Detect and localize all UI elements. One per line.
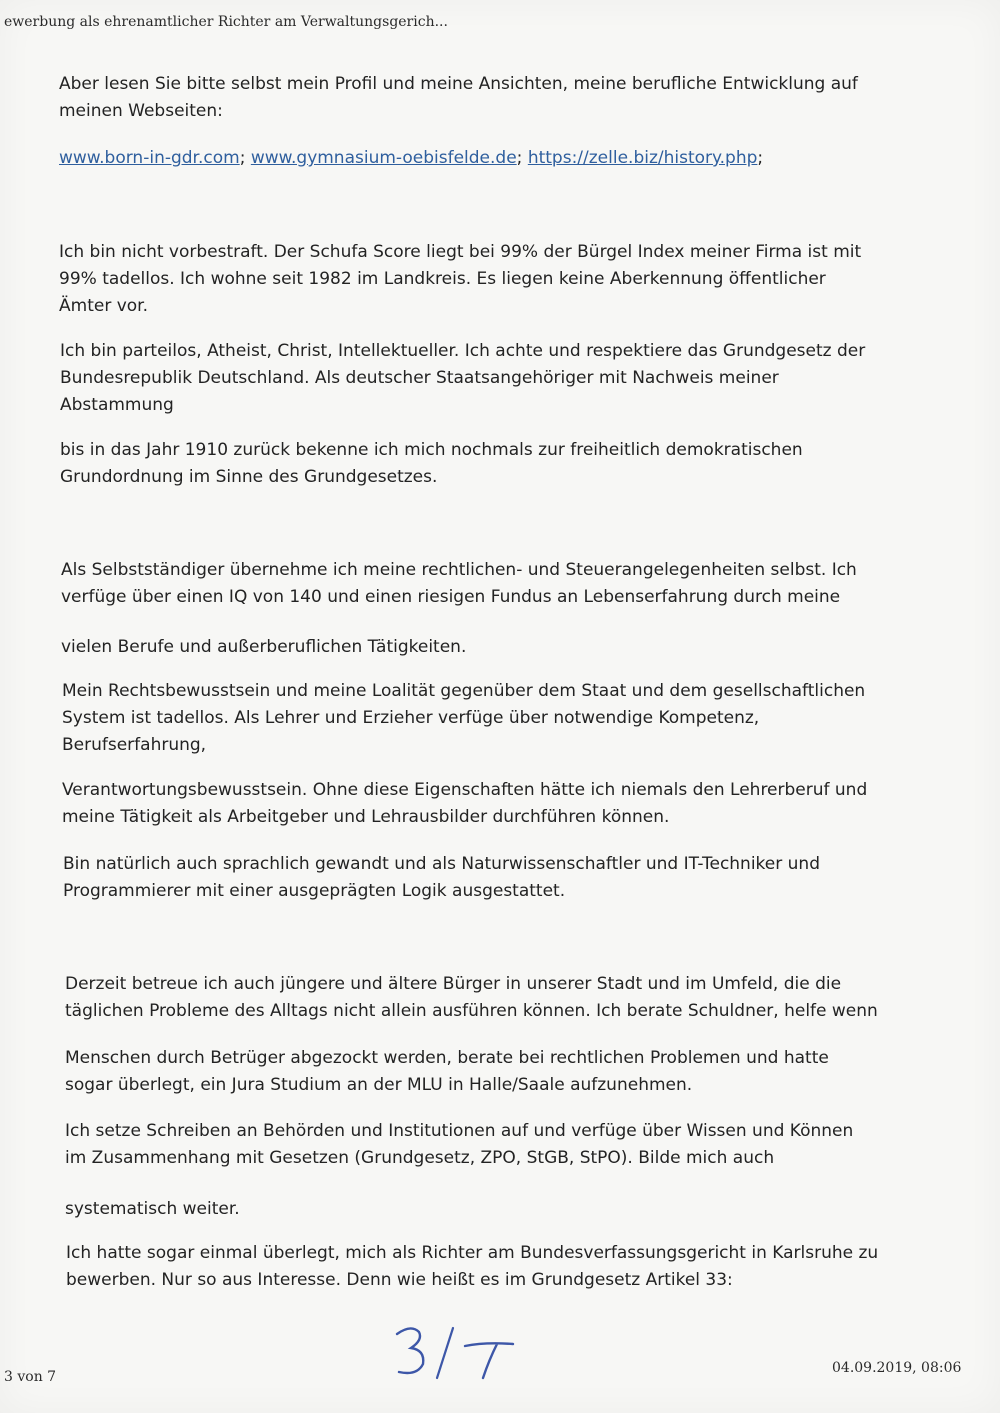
text-line: Bundesrepublik Deutschland. Als deutscher Staatsangehöriger mit Nachweis meiner — [60, 368, 779, 388]
text-line: Berufserfahrung, — [62, 735, 207, 755]
text-line: Ich bin nicht vorbestraft. Der Schufa Score liegt bei 99% der Bürgel Index meiner Firma ist mit — [59, 242, 862, 262]
text-line: Als Selbstständiger übernehme ich meine rechtlichen- und Steuerangelegenheiten selbst. Ich — [61, 560, 857, 580]
link-separator: ; — [239, 148, 246, 168]
text-line: Ich bin parteilos, Atheist, Christ, Intellektueller. Ich achte und respektiere das Grundgesetz der — [60, 341, 866, 361]
text-line: Mein Rechtsbewusstsein und meine Loalität gegenüber dem Staat und dem gesellschaftlichen — [62, 681, 866, 701]
handwritten-page-note-icon — [393, 1322, 523, 1382]
text-line: Aber lesen Sie bitte selbst mein Profil und meine Ansichten, meine berufliche Entwicklung auf — [59, 74, 858, 94]
page-number: 3 von 7 — [4, 1369, 57, 1385]
text-line: systematisch weiter. — [65, 1199, 240, 1219]
paragraph-profile — [59, 71, 858, 125]
text-line: Menschen durch Betrüger abgezockt werden, berate bei rechtlichen Problemen und hatte — [65, 1048, 829, 1068]
text-line: Abstammung — [60, 395, 174, 415]
text-line: vielen Berufe und außerberuflichen Tätigkeiten. — [61, 637, 467, 657]
paragraph-self-employed — [61, 557, 857, 611]
link-separator: ; — [516, 148, 523, 168]
text-line: meinen Webseiten: — [59, 101, 223, 121]
print-datetime: 04.09.2019, 08:06 — [832, 1360, 962, 1376]
print-header-title: ewerbung als ehrenamtlicher Richter am Verwaltungsgerich... — [4, 14, 448, 30]
text-line: Programmierer mit einer ausgeprägten Logik ausgestattet. — [63, 881, 566, 901]
paragraph-beliefs — [60, 338, 865, 419]
website-links — [59, 145, 763, 172]
paragraph-constitutional-court — [66, 1240, 878, 1294]
link-gymnasium-oebisfelde[interactable]: www.gymnasium-oebisfelde.de — [250, 148, 517, 168]
text-line: im Zusammenhang mit Gesetzen (Grundgesetz, ZPO, StGB, StPO). Bilde mich auch — [65, 1148, 775, 1168]
text-line: System ist tadellos. Als Lehrer und Erzieher verfüge über notwendige Kompetenz, — [62, 708, 760, 728]
text-line: bewerben. Nur so aus Interesse. Denn wie heißt es im Grundgesetz Artikel 33: — [66, 1270, 733, 1290]
paragraph-skills — [63, 851, 820, 905]
paragraph-legal-writing — [65, 1118, 853, 1172]
text-line: Ich hatte sogar einmal überlegt, mich als Richter am Bundesverfassungsgericht in Karlsruhe zu — [66, 1243, 879, 1263]
paragraph-fraud-help — [65, 1045, 829, 1099]
text-line: Verantwortungsbewusstsein. Ohne diese Eigenschaften hätte ich niemals den Lehrerberuf und — [62, 780, 868, 800]
paragraph-professions — [61, 634, 466, 661]
link-born-in-gdr[interactable]: www.born-in-gdr.com — [59, 148, 240, 168]
text-line: verfüge über einen IQ von 140 und einen riesigen Fundus an Lebenserfahrung durch meine — [61, 587, 841, 607]
paragraph-constitution — [60, 437, 803, 491]
text-line: Bin natürlich auch sprachlich gewandt und als Naturwissenschaftler und IT-Techniker und — [63, 854, 820, 874]
link-zelle-history[interactable]: https://zelle.biz/history.php — [527, 148, 758, 168]
text-line: sogar überlegt, ein Jura Studium an der MLU in Halle/Saale aufzunehmen. — [65, 1075, 693, 1095]
paragraph-legal-awareness — [62, 678, 865, 759]
text-line: bis in das Jahr 1910 zurück bekenne ich mich nochmals zur freiheitlich demokratischen — [60, 440, 803, 460]
link-separator: ; — [757, 148, 764, 168]
text-line: Ämter vor. — [59, 296, 149, 316]
text-line: 99% tadellos. Ich wohne seit 1982 im Landkreis. Es liegen keine Aberkennung öffentlicher — [59, 269, 826, 289]
paragraph-record — [59, 239, 861, 320]
text-line: täglichen Probleme des Alltags nicht allein ausführen können. Ich berate Schuldner, helfe wenn — [65, 1001, 878, 1021]
text-line: Grundordnung im Sinne des Grundgesetzes. — [60, 467, 438, 487]
text-line: Ich setze Schreiben an Behörden und Institutionen auf und verfüge über Wissen und Können — [65, 1121, 854, 1141]
paragraph-community-support — [65, 971, 878, 1025]
text-line: meine Tätigkeit als Arbeitgeber und Lehrausbilder durchführen können. — [62, 807, 670, 827]
paragraph-further-education — [65, 1196, 240, 1223]
paragraph-responsibility — [62, 777, 867, 831]
text-line: Derzeit betreue ich auch jüngere und ältere Bürger in unserer Stadt und im Umfeld, die die — [65, 974, 842, 994]
